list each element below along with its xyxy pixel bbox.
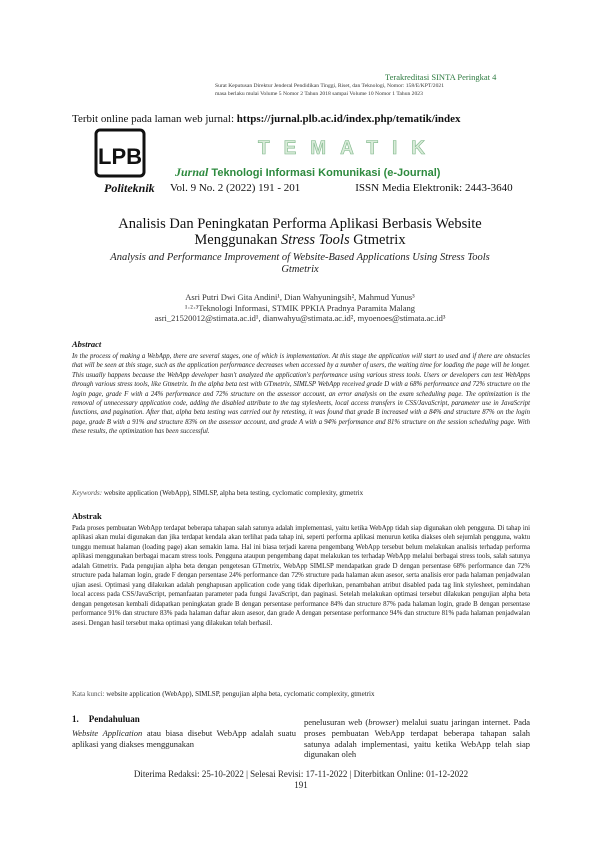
journal-word: Jurnal — [175, 165, 209, 179]
decree-line-2: masa berlaku mulai Volume 5 Nomor 2 Tahun 2018 sampai Volume 10 Nomor 1 Tahun 2023 — [215, 91, 423, 97]
accreditation-label: Terakreditasi SINTA Peringkat 4 — [385, 72, 497, 82]
subtitle-line-1: Analysis and Performance Improvement of Website-Based Applications Using Stress Tools — [110, 252, 490, 263]
abstract-text: In the process of making a WebApp, there are several stages, one of which is implementation. At this stage the application will start to used and if there are obstacles that will be seen at this stage, such as the application performance decreases when accessed by a number of users, the waiting time for loading the page will be longer. This usually happens because the WebApp developer hasn't analyzed the application's performance using various stress tools. Users or developers can test WebApps through various stress tools, like Gtmetrix. In the alpha beta test with GTmetrix, SIMLSP WebApp received grade D with a 68% performance and 72% structure on the login page, grade F with a 24% performance and 72% structure on the assessor account, an error analysis on the exam scheduling page. The optimization is the removal of unnecessary application code, adding the disabled attribute to the tag stylesheets, local access transfers in CSS/JavaScript, parameter use in JavaScript functions, and pagination. After that, alpha beta testing was carried out by retesting, it was found that grade B increased with a 84% and structure 87% on the login page, grade B with a 91% and structure 83% on the assessor account, and grade A with a 94% performance and 81% structure on the session scheduling page. With these results, the optimization has been successful. — [72, 353, 530, 436]
abstrak-text: Pada proses pembuatan WebApp terdapat beberapa tahapan salah satunya adalah implementasi, yaitu ketika WebApp tidah siap digunakan oleh pengguna. Di tahap ini aplikasi akan mulai digunakan dan jika terdapat kendala akan terlihat pada tahap ini, seperti performa aplikasi menurun ketika diakses oleh sejumlah pengguna, waktu tunggu memuat halaman (loading page) akan semakin lama. Hal ini biasa terjadi karena pengembang WebApp tersebut belum melakukan analisis terhadap performa aplikasi menggunakan berbagai macam stress tools. Pengguna ataupun pengembang dapat melakukan tes terhadap WebApp melalui berbagai stress tools, salah satunya adalah Gtmetrix. Pada pengujian alpha beta dengan pengetesan GTmetrix, WebApp SIMLSP mendapatkan grade D dengan persentase 68% performance dan 72% structure pada halaman login, grade F dengan persentase 24% performance dan 72% structure pada halaman akun asesor, serta analisis eror pada halaman penjadwalan ujian asesi. Optimasi yang dilakukan adalah penghapusan application code yang tidak diperlukan, penambahan atribut disabled pada tag link stylesheet, pemindahan local access pada CSS/JavaScript, pemanfaatan parameter pada fungsi JavaScript, dan paginasi. Setelah melakukan optimasi tersebut dilakukan pengujian alpha beta dengan pengetesan kembali didapatkan peningkatan grade B dengan persentase performance 84% dan structure 87% pada halaman login, grade B dengan persentase performance 91% dan structure 83% pada halaman daftar akun asesor, dan grade A dengan persentase performance 94% dan structure 81% pada halaman penjadwalan asesi. Dengan hasil tersebut maka optimasi yang dilakukan telah berhasil. — [72, 525, 530, 627]
journal-name: TEMATIK — [258, 138, 440, 159]
title-part-b: Stress Tools — [280, 232, 350, 248]
subtitle-line-2: Gtmetrix — [281, 264, 319, 275]
author-affiliation: ¹·²·³Teknologi Informasi, STMIK PPKIA Pradnya Paramita Malang — [184, 302, 416, 313]
submission-dates: Diterima Redaksi: 25-10-2022 | Selesai Revisi: 17-11-2022 | Diterbitkan Online: 01-12-2022 — [133, 769, 469, 779]
title-line-1: Analisis Dan Peningkatan Performa Aplikasi Berbasis Website — [118, 216, 482, 232]
abstract-heading: Abstract — [72, 339, 102, 349]
keywords-line — [72, 489, 363, 497]
journal-subtitle-line — [175, 165, 440, 180]
title-line-2 — [60, 232, 540, 248]
page-number: 191 — [294, 780, 308, 790]
body-left-column — [72, 728, 296, 750]
logo-letters: LPB — [98, 144, 142, 169]
volume-issn-line — [170, 182, 513, 194]
author-names: Asri Putri Dwi Gita Andini¹, Dian Wahyuningsih², Mahmud Yunus³ — [185, 292, 415, 302]
journal-subtitle: Teknologi Informasi Komunikasi (e-Journal) — [211, 167, 441, 179]
decree-text — [215, 82, 560, 98]
online-prefix: Terbit online pada laman web jurnal: — [72, 113, 235, 125]
journal-url-link[interactable]: https://jurnal.plb.ac.id/index.php/tematik/index — [236, 113, 461, 125]
kata-kunci-text: website application (WebApp), SIMLSP, pengujian alpha beta, cyclomatic complexity, gtmetrix — [106, 690, 375, 698]
left-col-text: atau biasa disebut WebApp adalah suatu aplikasi yang diakses menggunakan — [72, 728, 296, 749]
right-col-a: penelusuran web ( — [304, 717, 369, 727]
logo-script: Politeknik — [104, 181, 155, 195]
volume-info: Vol. 9 No. 2 (2022) 191 - 201 — [170, 182, 301, 194]
left-col-italic: Website Application — [72, 728, 143, 738]
keywords-text: website application (WebApp), SIMLSP, alpha beta testing, cyclomatic complexity, gtmetrix — [103, 489, 364, 497]
right-col-b: ) melalui suatu jaringan internet. Pada proses pembuatan WebApp terdapat beberapa tahapan salah satunya adalah implementasi, yaitu ketika WebApp telah siap digunakan oleh — [304, 717, 530, 760]
kata-kunci-label: Kata kunci: — [72, 690, 105, 698]
title-part-c: Gtmetrix — [353, 232, 406, 248]
title-part-a: Menggunakan — [194, 232, 278, 248]
abstrak-heading: Abstrak — [72, 511, 102, 521]
section-heading — [72, 714, 150, 724]
decree-line-1: Surat Keputusan Direktur Jenderal Pendidikan Tinggi, Riset, dan Teknologi, Nomor: 158/E/KPT/2021 — [215, 83, 444, 89]
author-block — [60, 292, 540, 324]
paper-title — [60, 216, 540, 248]
kata-kunci-line — [72, 690, 374, 698]
right-col-italic: browser — [368, 717, 396, 727]
paper-subtitle — [60, 252, 540, 276]
politeknik-logo — [78, 128, 170, 196]
section-title: Pendahuluan — [88, 714, 140, 724]
author-emails: asri_21520012@stimata.ac.id¹, dianwahyu@stimata.ac.id², myoenoes@stimata.ac.id³ — [154, 313, 446, 323]
keywords-label: Keywords: — [72, 489, 103, 497]
body-right-column — [304, 717, 530, 760]
section-number: 1. — [72, 714, 79, 724]
issn-info: ISSN Media Elektronik: 2443-3640 — [355, 182, 513, 194]
online-publication-line — [72, 113, 461, 125]
